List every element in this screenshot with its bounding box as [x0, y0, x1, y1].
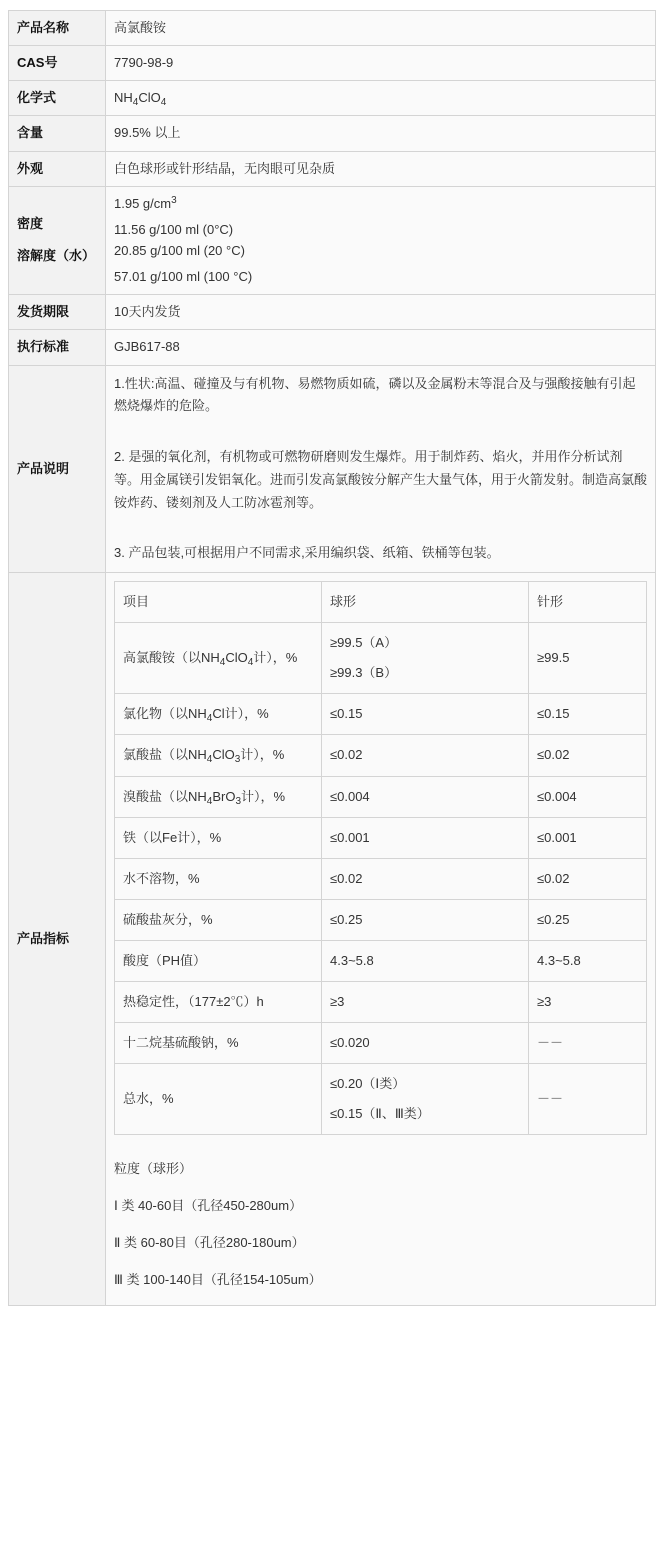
- indicator-item: [115, 735, 322, 776]
- solubility-20c: 20.85 g/100 ml (20 °C): [114, 242, 245, 258]
- formula-sub-1: 4: [132, 97, 139, 109]
- delivery-value: 10天内发货: [106, 295, 656, 330]
- density-value: [114, 194, 647, 214]
- item-sub-1: 4: [206, 713, 213, 725]
- indicator-row: [115, 1023, 647, 1064]
- indicator-item: 十二烷基硫酸钠，%: [115, 1023, 322, 1064]
- indicator-item: 热稳定性，（177±2℃）h: [115, 981, 322, 1022]
- indicator-item: [115, 694, 322, 735]
- indicator-needle: ≥3: [529, 981, 647, 1022]
- standard-label: 执行标准: [9, 330, 106, 365]
- description-value: [106, 365, 656, 573]
- indicator-needle: ≤0.001: [529, 817, 647, 858]
- formula-value: [106, 81, 656, 116]
- standard-value: GJB617-88: [106, 330, 656, 365]
- item-text-mid: Cl计），%: [212, 706, 269, 722]
- density-exponent: 3: [171, 194, 177, 206]
- solubility-label: 溶解度（水）: [17, 248, 96, 264]
- item-sub-2: 3: [234, 754, 241, 766]
- formula-part-clo: ClO: [138, 90, 161, 106]
- product-name-value: 高氯酸铵: [106, 11, 656, 46]
- indicator-row: [115, 735, 647, 776]
- indicator-section: [106, 573, 656, 1306]
- description-paragraph-1: 1.性状:高温、碰撞及与有机物、易燃物质如硫，磷以及金属粉末等混合及与强酸接触有引起燃烧爆炸的危险。: [114, 375, 636, 414]
- indicator-label: 产品指标: [9, 573, 106, 1306]
- table-row: [9, 46, 656, 81]
- density-number: 1.95 g/cm: [114, 195, 172, 211]
- granularity-title: 粒度（球形）: [114, 1161, 193, 1177]
- indicator-item: 总水，%: [115, 1064, 322, 1135]
- table-row: [9, 330, 656, 365]
- indicator-item: [115, 776, 322, 817]
- item-sub-1: 4: [206, 795, 213, 807]
- indicator-needle: －－: [529, 1023, 647, 1064]
- granularity-class-2: Ⅱ 类 60-80目（孔径280-180um）: [114, 1234, 305, 1250]
- item-sub-2: 3: [235, 795, 242, 807]
- granularity-class-1: Ⅰ 类 40-60目（孔径450-280um）: [114, 1198, 303, 1214]
- indicator-needle: －－: [529, 1064, 647, 1135]
- indicator-row: [115, 817, 647, 858]
- granularity-class-3: Ⅲ 类 100-140目（孔径154-105um）: [114, 1271, 322, 1287]
- indicator-row: [115, 1064, 647, 1135]
- density-solubility-label: [9, 186, 106, 295]
- item-sub-2: 4: [247, 657, 254, 669]
- indicator-row: [115, 623, 647, 694]
- item-sub-1: 4: [206, 754, 213, 766]
- item-text-post: 计），%: [240, 747, 285, 763]
- table-row-density-solubility: [9, 186, 656, 295]
- table-row: [9, 116, 656, 151]
- indicator-sphere: ≤0.02: [322, 735, 529, 776]
- indicator-sphere: ≤0.15: [322, 694, 529, 735]
- item-sub-1: 4: [219, 657, 226, 669]
- description-paragraph-2: 2. 是强的氧化剂，有机物或可燃物研磨则发生爆炸。用于制炸药、焰火，并用作分析试剂等。用金属镁引发铝氧化。进而引发高氯酸铵分解产生大量气体，用于火箭发射。制造高氯酸铵炸药、镂刻剂及人工防冰雹剂等。: [114, 449, 648, 510]
- indicator-item: [115, 623, 322, 694]
- indicator-item: 水不溶物，%: [115, 858, 322, 899]
- table-row: [9, 295, 656, 330]
- formula-label: 化学式: [9, 81, 106, 116]
- table-row-description: [9, 365, 656, 573]
- indicator-needle: ≤0.25: [529, 899, 647, 940]
- table-row: [9, 151, 656, 186]
- cas-value: 7790-98-9: [106, 46, 656, 81]
- sphere-line-2: ≤0.15（Ⅱ、Ⅲ类）: [330, 1106, 430, 1122]
- delivery-label: 发货期限: [9, 295, 106, 330]
- indicator-sphere: ≤0.25: [322, 899, 529, 940]
- item-text-mid: ClO: [212, 747, 235, 763]
- formula-sub-2: 4: [160, 97, 167, 109]
- indicator-row: [115, 858, 647, 899]
- table-row: [9, 11, 656, 46]
- indicator-sphere: 4.3~5.8: [322, 940, 529, 981]
- indicator-table: [114, 581, 647, 1135]
- sphere-line-1: ≥99.5（A）: [330, 635, 398, 651]
- indicator-sphere: [322, 623, 529, 694]
- description-label: 产品说明: [9, 365, 106, 573]
- indicator-sphere: ≤0.004: [322, 776, 529, 817]
- indicator-needle: ≤0.02: [529, 858, 647, 899]
- table-row-indicators: [9, 573, 656, 1306]
- indicator-row: [115, 776, 647, 817]
- cas-label: CAS号: [9, 46, 106, 81]
- content-label: 含量: [9, 116, 106, 151]
- item-text: 溴酸盐（以NH: [123, 788, 207, 804]
- indicator-needle: ≥99.5: [529, 623, 647, 694]
- indicator-sphere: ≤0.001: [322, 817, 529, 858]
- indicator-needle: ≤0.02: [529, 735, 647, 776]
- indicator-sphere: [322, 1064, 529, 1135]
- appearance-value: 白色球形或针形结晶，无肉眼可见杂质: [106, 151, 656, 186]
- item-text: 氯化物（以NH: [123, 706, 207, 722]
- description-paragraph-3: 3. 产品包装,可根据用户不同需求,采用编织袋、纸箱、铁桶等包装。: [114, 545, 500, 561]
- indicator-row: [115, 940, 647, 981]
- indicator-row: [115, 899, 647, 940]
- indicator-needle: ≤0.15: [529, 694, 647, 735]
- indicator-sphere: ≥3: [322, 981, 529, 1022]
- granularity-section: [106, 1145, 655, 1304]
- indicator-item: 硫酸盐灰分，%: [115, 899, 322, 940]
- item-text-post: 计），%: [253, 650, 298, 666]
- indicator-sphere: ≤0.02: [322, 858, 529, 899]
- appearance-label: 外观: [9, 151, 106, 186]
- indicator-needle: 4.3~5.8: [529, 940, 647, 981]
- formula-part-nh: NH: [114, 90, 133, 106]
- product-name-label: 产品名称: [9, 11, 106, 46]
- indicator-header-needle: 针形: [529, 582, 647, 623]
- indicator-header-item: 项目: [115, 582, 322, 623]
- indicator-item: 酸度（PH值）: [115, 940, 322, 981]
- solubility-0c: 11.56 g/100 ml (0°C): [114, 221, 234, 237]
- density-label: 密度: [17, 216, 44, 232]
- indicator-item: 铁（以Fe计），%: [115, 817, 322, 858]
- solubility-100c: 57.01 g/100 ml (100 °C): [114, 269, 253, 285]
- indicator-sphere: ≤0.020: [322, 1023, 529, 1064]
- item-text-post: 计），%: [241, 788, 286, 804]
- indicator-header-sphere: 球形: [322, 582, 529, 623]
- item-text-mid: ClO: [225, 650, 248, 666]
- indicator-table-wrap: [106, 573, 655, 1145]
- content-value: 99.5% 以上: [106, 116, 656, 151]
- density-solubility-value: [106, 186, 656, 295]
- indicator-header-row: [115, 582, 647, 623]
- spec-table: [8, 10, 656, 1306]
- item-text: 高氯酸铵（以NH: [123, 650, 220, 666]
- sphere-line-1: ≤0.20（Ⅰ类）: [330, 1076, 406, 1092]
- indicator-needle: ≤0.004: [529, 776, 647, 817]
- sphere-line-2: ≥99.3（B）: [330, 665, 398, 681]
- table-row: [9, 81, 656, 116]
- item-text: 氯酸盐（以NH: [123, 747, 207, 763]
- indicator-row: [115, 694, 647, 735]
- item-text-mid: BrO: [212, 788, 236, 804]
- indicator-row: [115, 981, 647, 1022]
